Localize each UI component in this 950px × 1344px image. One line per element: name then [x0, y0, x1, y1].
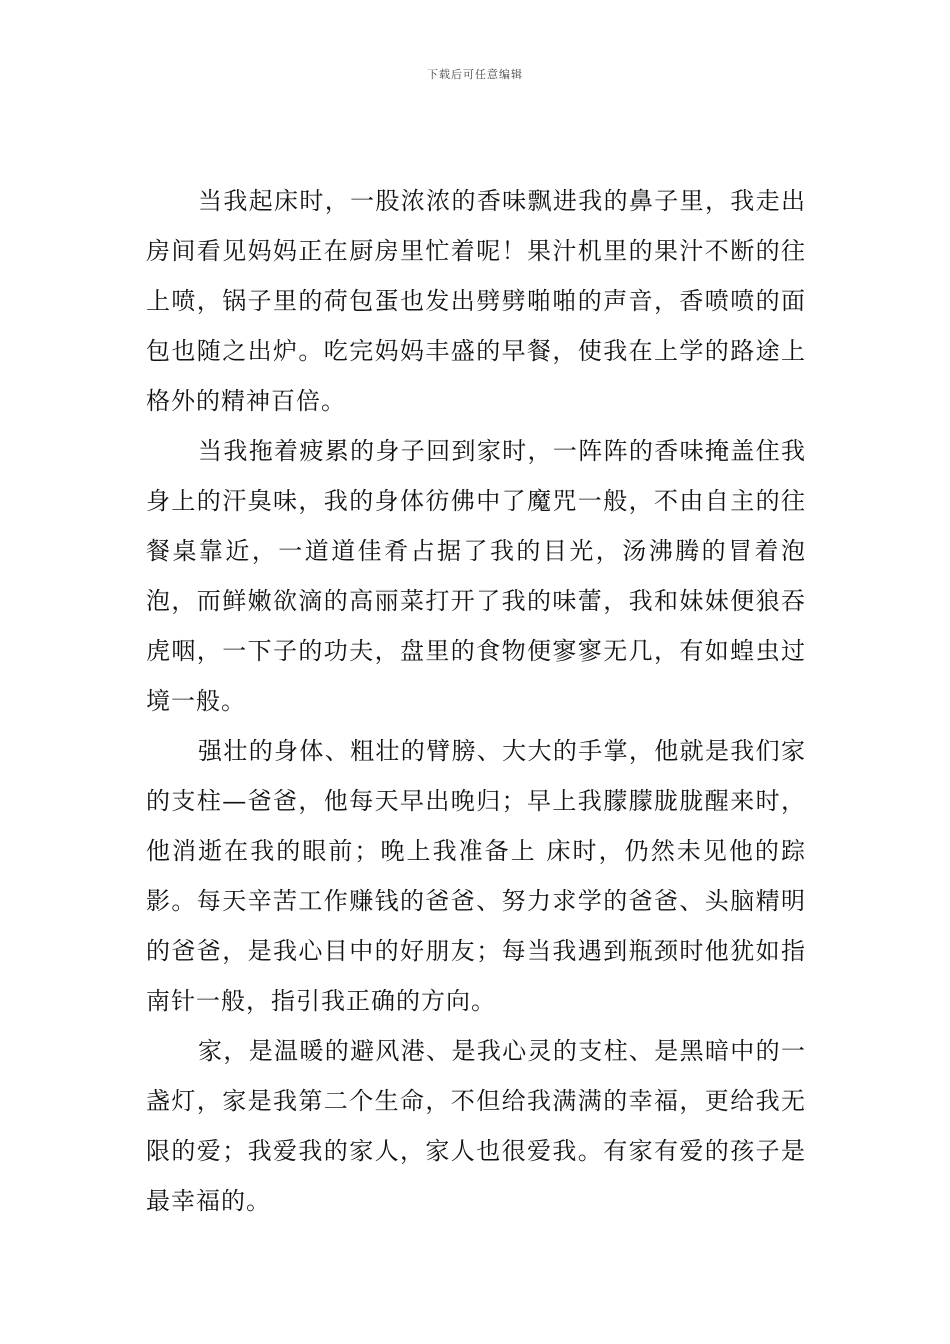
paragraph-4: 家，是温暖的避风港、是我心灵的支柱、是黑暗中的一盏灯，家是我第二个生命，不但给我满满的幸福，更给我无限的爱；我爱我的家人，家人也很爱我。有家有爱的孩子是最幸福的。	[146, 1037, 806, 1215]
header-note: 下载后可任意编辑	[427, 68, 523, 81]
essay-body	[146, 176, 806, 1226]
paragraph-2: 当我拖着疲累的身子回到家时，一阵阵的香味掩盖住我身上的汗臭味，我的身体彷佛中了魔咒一般，不由自主的往餐桌靠近，一道道佳肴占据了我的目光，汤沸腾的冒着泡泡，而鲜嫩欲滴的高丽菜打开了我的味蕾，我和妹妹便狼吞虎咽，一下子的功夫，盘里的食物便寥寥无几，有如蝗虫过境一般。	[146, 437, 806, 715]
paragraph-1: 当我起床时，一股浓浓的香味飘进我的鼻子里，我走出房间看见妈妈正在厨房里忙着呢！果汁机里的果汁不断的往上喷，锅子里的荷包蛋也发出劈劈啪啪的声音，香喷喷的面包也随之出炉。吃完妈妈丰盛的早餐，使我在上学的路途上格外的精神百倍。	[146, 187, 806, 415]
paragraph-3: 强壮的身体、粗壮的臂膀、大大的手掌，他就是我们家的支柱—爸爸，他每天早出晚归；早上我朦朦胧胧醒来时，他消逝在我的眼前；晚上我准备上 床时，仍然未见他的踪影。每天辛苦工作赚钱的爸爸、努力求学的爸爸、头脑精明的爸爸，是我心目中的好朋友；每当我遇到瓶颈时他犹如指南针一般，指引我正确的方向。	[146, 737, 806, 1015]
